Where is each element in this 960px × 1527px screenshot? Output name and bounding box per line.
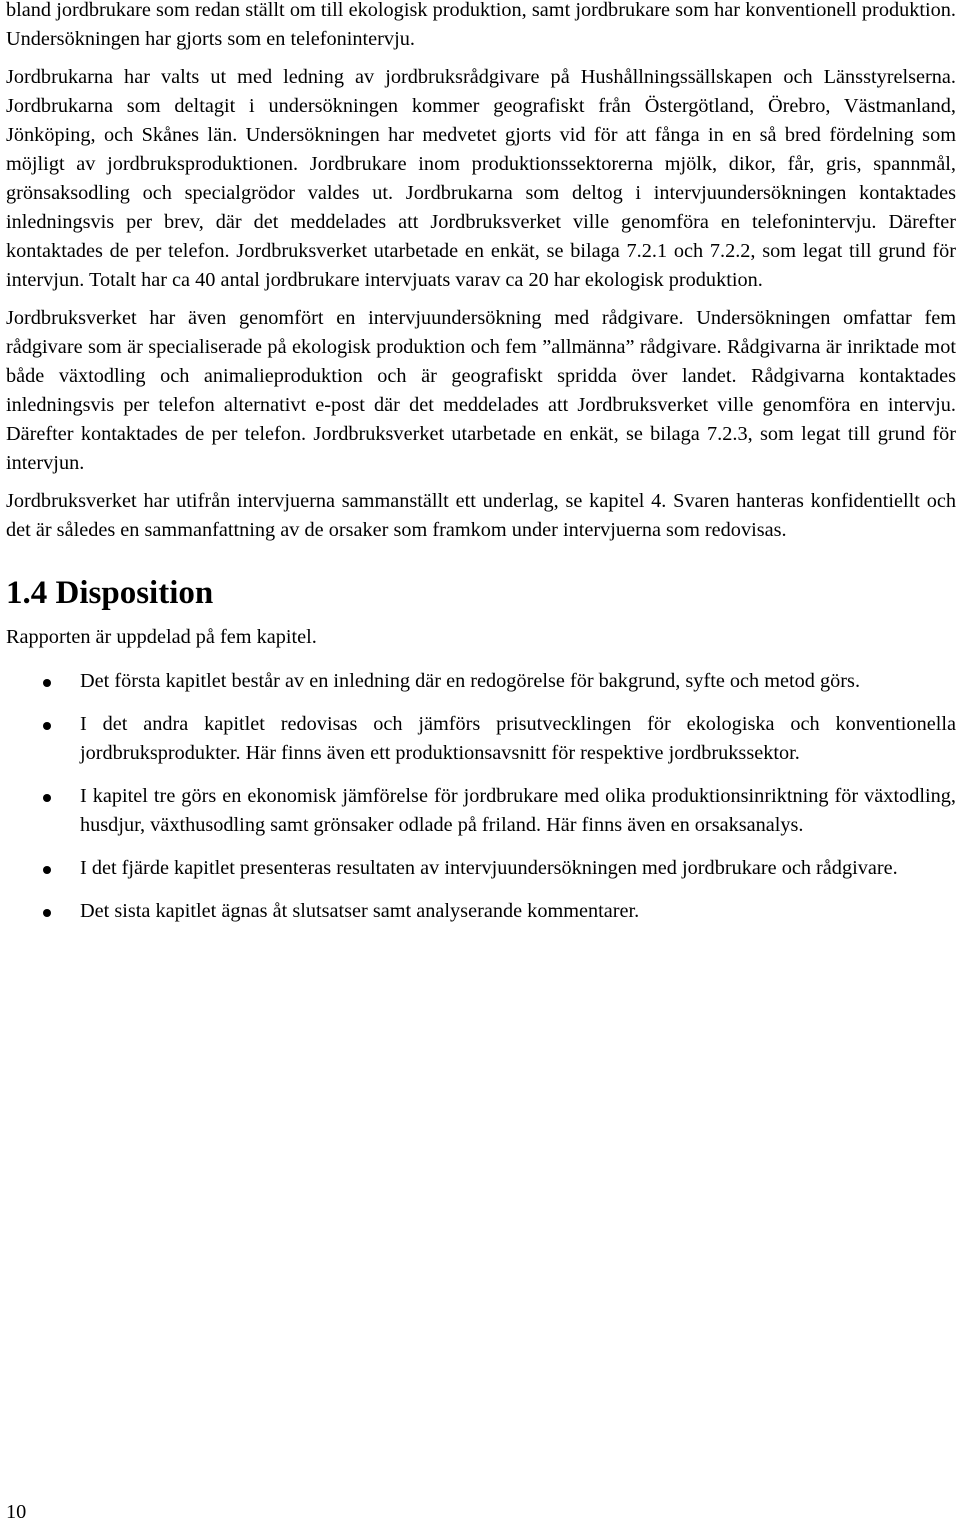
chapter-list-item-2 — [6, 710, 956, 768]
chapter-list-item-5 — [6, 897, 956, 926]
section-intro: Rapporten är uppdelad på fem kapitel. — [6, 626, 317, 648]
body-paragraph-4: Jordbruksverket har utifrån intervjuerna sammanställt ett underlag, se kapitel 4. Svaren hanteras konfidentiellt och det är således en sammanfattning av de orsaker som framkom under intervjuerna som redovisas. — [6, 490, 956, 541]
chapter-list-item-text: I kapitel tre görs en ekonomisk jämförelse för jordbrukare med olika produktionsinriktning för växtodling, husdjur, växthusodling samt grönsaker odlade på friland. Här finns även en orsaksanalys. — [80, 785, 956, 836]
body-paragraph-2: Jordbrukarna har valts ut med ledning av jordbruksrådgivare på Hushållningssällskapen och Länsstyrelserna. Jordbrukarna som deltagit i undersökningen kommer geografiskt från Östergötland, Örebro, Västmanland, Jönköping, och Skånes län. Undersökningen har medvetet gjorts vid för att fånga in en så bred fördelning som möjligt av jordbruksproduktionen. Jordbrukare inom produktionssektorerna mjölk, dikor, får, gris, spannmål, grönsaksodling och specialgrödor valdes ut. Jordbrukarna som deltog i intervjuundersökningen kontaktades inledningsvis per brev, där det meddelades att Jordbruksverket ville genomföra en telefonintervju. Därefter kontaktades de per telefon. Jordbruksverket utarbetade en enkät, se bilaga 7.2.1 och 7.2.2, som legat till grund för intervjun. Totalt har ca 40 antal jordbrukare intervjuats varav ca 20 har ekologisk produktion. — [6, 66, 956, 291]
page-number: 10 — [6, 1501, 27, 1523]
section-heading: 1.4 Disposition — [6, 575, 214, 611]
chapter-list — [6, 667, 956, 926]
chapter-list-item-text: Det första kapitlet består av en inledning där en redogörelse för bakgrund, syfte och metod görs. — [80, 670, 861, 692]
bullet-icon — [43, 722, 51, 730]
chapter-list-item-text: I det andra kapitlet redovisas och jämförs prisutvecklingen för ekologiska och konventionella jordbruksprodukter. Här finns även ett produktionsavsnitt för respektive jordbrukssektor. — [80, 713, 956, 764]
chapter-list-item-text: Det sista kapitlet ägnas åt slutsatser samt analyserande kommentarer. — [80, 900, 640, 922]
bullet-icon — [43, 679, 51, 687]
chapter-list-item-3 — [6, 782, 956, 840]
bullet-icon — [43, 909, 51, 917]
chapter-list-item-4 — [6, 854, 956, 883]
body-paragraph-3: Jordbruksverket har även genomfört en intervjuundersökning med rådgivare. Undersökningen omfattar fem rådgivare som är specialiserade på ekologisk produktion och fem ”allmänna” rådgivare. Rådgivarna är inriktade mot både växtodling och animalieproduktion och är geografiskt spridda över landet. Rådgivarna kontaktades inledningsvis per telefon alternativt e-post där det meddelades att Jordbruksverket ville genomföra en intervju. Därefter kontaktades de per telefon. Jordbruksverket utarbetade en enkät, se bilaga 7.2.3, som legat till grund för intervjun. — [6, 307, 956, 474]
document-page — [6, 0, 956, 940]
chapter-list-item-text: I det fjärde kapitlet presenteras resultaten av intervjuundersökningen med jordbrukare och rådgivare. — [80, 857, 898, 879]
bullet-icon — [43, 866, 51, 874]
bullet-icon — [43, 794, 51, 802]
body-paragraph-1: bland jordbrukare som redan ställt om till ekologisk produktion, samt jordbrukare som har konventionell produktion. Undersökningen har gjorts som en telefonintervju. — [6, 0, 956, 50]
chapter-list-item-1 — [6, 667, 956, 696]
